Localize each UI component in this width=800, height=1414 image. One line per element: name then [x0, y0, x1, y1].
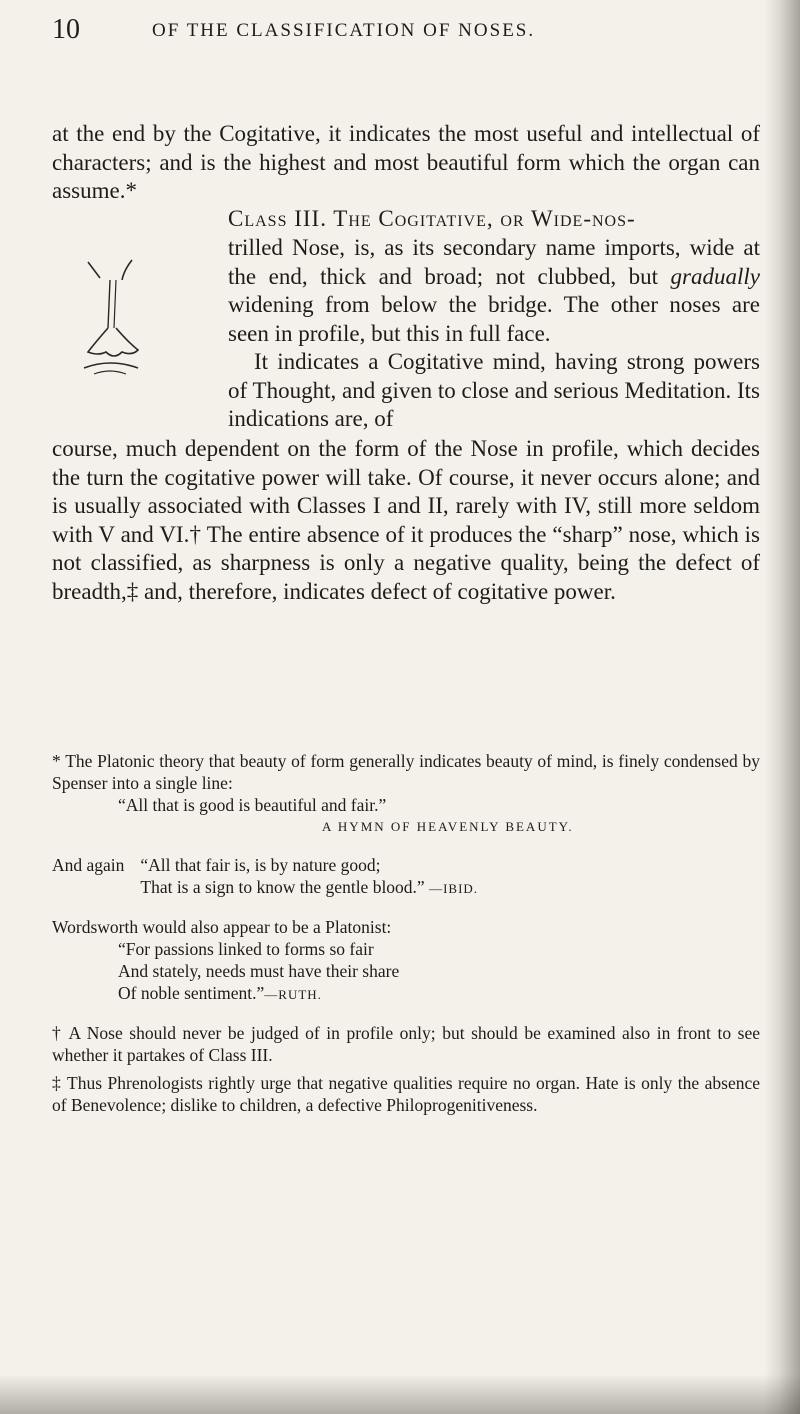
nose-illustration-icon	[80, 256, 160, 386]
ruth-source: —RUTH.	[264, 987, 322, 1002]
paragraph-continuation: course, much dependent on the form of the Nose in profile, which decides the turn the cogitative power will take. Of course, it never occurs alone; and is usually associated with Classes I and II, rarely with IV, still more seldom with V and VI.† The entire absence of it produces the “sharp” nose, which is not classified, as sharpness is only a negative quality, being the defect of breadth,‡ and, therefore, indicates defect of cogitative power.	[52, 436, 760, 604]
class-text-part3: It indicates a Cogitative mind, having strong powers of Thought, and given to close and serious Meditation. Its indications are, of	[228, 349, 760, 431]
page-number: 10	[52, 14, 80, 45]
ruth-quote-line3: Of noble sentiment.”—RUTH.	[118, 983, 322, 1003]
wordsworth-intro: Wordsworth would also appear to be a Platonist:	[52, 917, 392, 937]
class-text-emphasis: gradually	[670, 263, 760, 289]
class-iii-section	[52, 206, 760, 436]
ruth-quote-line2: And stately, needs must have their share	[118, 961, 400, 981]
spenser-quote-source: A HYMN OF HEAVENLY BEAUTY.	[322, 819, 574, 834]
footnote-1-text: * The Platonic theory that beauty of form generally indicates beauty of mind, is finely condensed by Spenser into a single line:	[52, 751, 760, 793]
spenser-quote: “All that is good is beautiful and fair.”	[118, 795, 387, 815]
spenser-quote-2	[140, 854, 478, 900]
class-text-part1: trilled Nose, is, as its secondary name imports, wide at the end, thick and broad; not clubbed, but	[228, 235, 760, 289]
wordsworth-note	[52, 916, 760, 1006]
footnote-3: ‡ Thus Phrenologists rightly urge that negative qualities require no organ. Hate is only the absence of Benevolence; dislike to children, a defective Philoprogenitiveness.	[52, 1073, 760, 1115]
spenser-quote-2-line2: That is a sign to know the gentle blood.” —IBID.	[140, 877, 479, 897]
paragraph-intro: at the end by the Cogitative, it indicates the most useful and intellectual of characters; and is the highest and most beautiful form which the organ can assume.*	[52, 121, 760, 203]
class-iii-description	[228, 234, 760, 434]
class-iii-title: Class III. The Cogitative, or Wide-nos-	[228, 206, 636, 231]
footnotes	[52, 750, 760, 1122]
page-bottom-shadow	[0, 1374, 800, 1414]
and-again-label: And again	[52, 855, 125, 875]
ibid-source: —IBID.	[429, 881, 479, 896]
page-header	[52, 14, 752, 50]
spenser-quote-2-line1: “All that fair is, is by nature good;	[140, 855, 381, 875]
footnote-1	[52, 750, 760, 838]
running-head: OF THE CLASSIFICATION OF NOSES.	[152, 20, 536, 41]
footnote-2: † A Nose should never be judged of in profile only; but should be examined also in front to see whether it partakes of Class III.	[52, 1023, 760, 1065]
ruth-quote-line1: “For passions linked to forms so fair	[118, 939, 374, 959]
class-text-part2: widening from below the bridge. The other noses are seen in profile, but this in full face.	[228, 292, 760, 346]
footnote-1-continued	[52, 854, 760, 900]
page-edge-shadow	[764, 0, 800, 1414]
